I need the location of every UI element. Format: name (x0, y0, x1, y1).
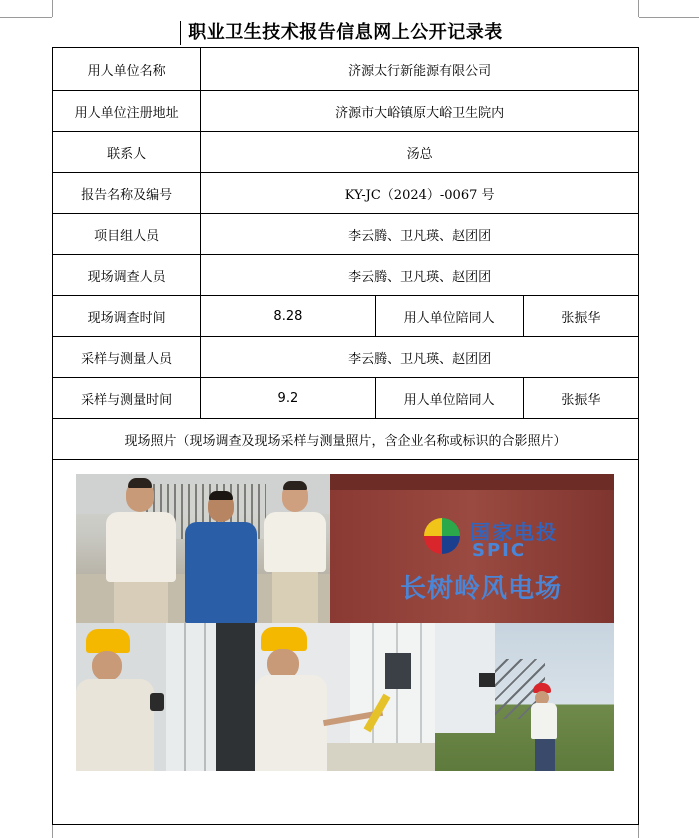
label-survey-time: 现场调查时间 (53, 296, 201, 337)
table-row (53, 255, 639, 296)
sign-logo-text: 国家电投 (470, 520, 558, 544)
spic-logo-icon (420, 514, 464, 558)
measurement-photo-3 (435, 623, 614, 771)
page-corner-mark (52, 0, 53, 17)
label-employer-name: 用人单位名称 (53, 48, 201, 91)
table-row (53, 48, 639, 91)
page-corner-mark (638, 824, 639, 838)
document-title: 职业卫生技术报告信息网上公开记录表 (188, 22, 503, 43)
page-corner-mark (638, 0, 639, 17)
label-photos: 现场照片（现场调查及现场采样与测量照片，含企业名称或标识的合影照片） (53, 419, 639, 460)
person-figure (98, 480, 184, 623)
sign-logo-en: SPIC (472, 540, 527, 561)
table-row (53, 214, 639, 255)
value-contact: 汤总 (201, 132, 639, 173)
label-sampling-time: 采样与测量时间 (53, 378, 201, 419)
page-corner-mark (639, 17, 699, 18)
measurement-photo-2 (255, 623, 435, 771)
label-employer-address: 用人单位注册地址 (53, 91, 201, 132)
label-survey-companion: 用人单位陪同人 (375, 296, 523, 337)
value-employer-name: 济源太行新能源有限公司 (201, 48, 639, 91)
value-survey-staff: 李云腾、卫凡瑛、赵团团 (201, 255, 639, 296)
page-corner-mark (0, 17, 52, 18)
group-photo (76, 474, 330, 623)
label-survey-staff: 现场调查人员 (53, 255, 201, 296)
table-row (53, 337, 639, 378)
table-row (53, 173, 639, 214)
table-row (53, 132, 639, 173)
label-contact: 联系人 (53, 132, 201, 173)
label-sampling-companion: 用人单位陪同人 (375, 378, 523, 419)
label-project-team: 项目组人员 (53, 214, 201, 255)
value-report: KY-JC（2024）-0067 号 (201, 173, 639, 214)
safety-helmet-icon (261, 627, 307, 651)
safety-helmet-icon (86, 629, 130, 653)
value-survey-companion: 张振华 (523, 296, 638, 337)
label-report: 报告名称及编号 (53, 173, 201, 214)
table-row (53, 419, 639, 460)
company-sign-photo (330, 474, 614, 623)
person-figure (180, 492, 262, 623)
page-corner-mark (52, 824, 53, 838)
value-survey-time: 8.28 (201, 296, 375, 337)
person-figure (260, 482, 330, 623)
table-row (53, 296, 639, 337)
value-project-team: 李云腾、卫凡瑛、赵团团 (201, 214, 639, 255)
label-sampling-staff: 采样与测量人员 (53, 337, 201, 378)
table-row (53, 91, 639, 132)
record-table (52, 47, 639, 460)
table-row (53, 378, 639, 419)
text-cursor (180, 21, 181, 45)
value-employer-address: 济源市大峪镇原大峪卫生院内 (201, 91, 639, 132)
measurement-photo-1 (76, 623, 255, 771)
value-sampling-companion: 张振华 (523, 378, 638, 419)
sign-site-name: 长树岭风电场 (400, 574, 563, 604)
value-sampling-time: 9.2 (201, 378, 375, 419)
value-sampling-staff: 李云腾、卫凡瑛、赵团团 (201, 337, 639, 378)
